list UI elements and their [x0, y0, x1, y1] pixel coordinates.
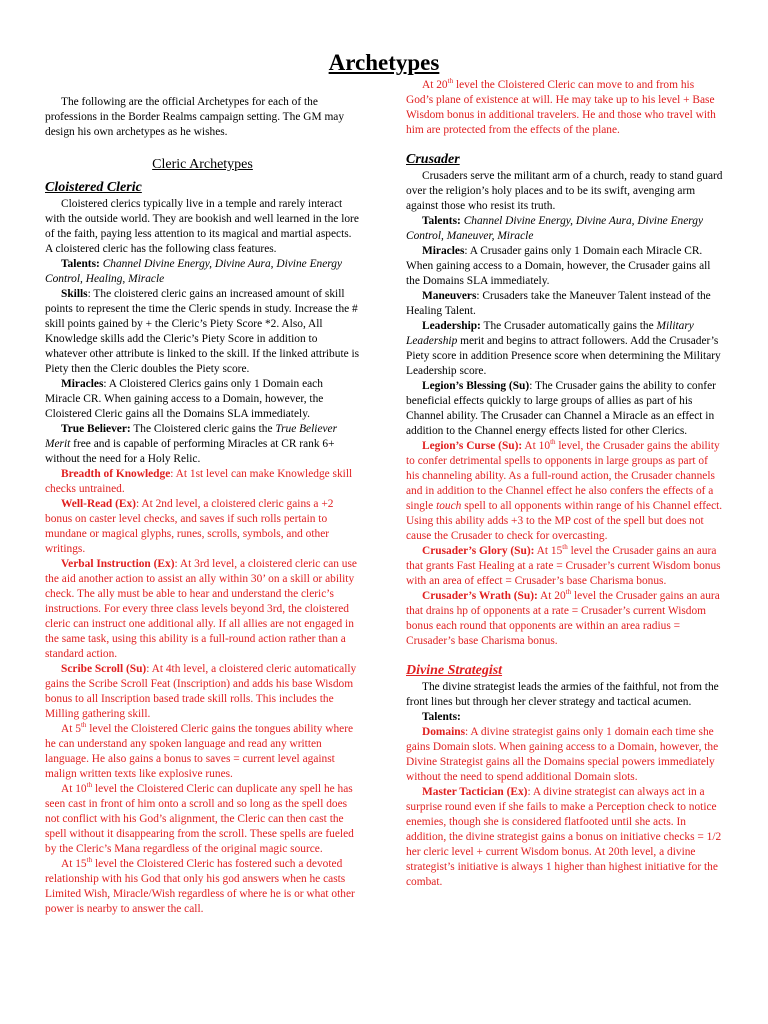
- crusader-miracles: Miracles: A Crusader gains only 1 Domain each Miracle CR. When gaining access to a Domain, however, the Crusader gains all the Domains SLA immediately.: [406, 245, 711, 287]
- cleric-archetypes-heading: Cleric Archetypes: [152, 157, 253, 172]
- cloistered-description: Cloistered clerics typically live in a temple and rarely interact with the outside world. They are bookish and well learned in the lore of the faith, paying less attention to its magical and martial aspects. A cloistered cleric has the following class features.: [45, 198, 359, 255]
- cloistered-level-10: At 10th level the Cloistered Cleric can duplicate any spell he has seen cast in front of him onto a scroll and so long as the spell does not conflict with his God’s alignment, the Cleric can then cast the spell without it disappearing from the scroll. These spells are fueled by the Cleric’s Mana regardless of the original magic source.: [45, 781, 354, 855]
- crusader-wrath: Crusader’s Wrath (Su): At 20th level the Crusader gains an aura that drains hp of opponents at a rate = Crusader’s current Wisdom bonus each round that opponents are within an area radius = Crusader’s base Charisma bonus.: [406, 588, 720, 647]
- crusader-talents: Talents: Channel Divine Energy, Divine Aura, Divine Energy Control, Maneuver, Miracle: [406, 215, 704, 242]
- cloistered-cleric-heading: Cloistered Cleric: [45, 180, 142, 195]
- cloistered-verbal-instruction: Verbal Instruction (Ex): At 3rd level, a cloistered cleric can use the aid another action to assist an ally within 30’ on a skill or ability check. The ally must be able to hear and understand the cleric’s instructions. For every three class levels beyond 3rd, the cloistered cleric can instruct one additional ally. If all allies are not engaged in the same task, using this ability is a full-round action rather than a standard action.: [45, 558, 357, 660]
- strategist-description: The divine strategist leads the armies of the faithful, not from the front lines but through her clever strategy and tactical acumen.: [406, 681, 719, 708]
- strategist-domains: Domains: A divine strategist gains only 1 domain each time she gains Domain slots. When gaining access to a Domain, however, the Divine Strategist gains all the Domains special powers immediately without the need to spend additional Domain slots.: [406, 726, 719, 783]
- crusader-heading: Crusader: [406, 152, 460, 167]
- crusader-maneuvers: Maneuvers: Crusaders take the Maneuver Talent instead of the Healing Talent.: [406, 290, 711, 317]
- cloistered-level-5: At 5th level the Cloistered Cleric gains the tongues ability where he can understand any spoken language and read any written language. He also gains a bonus to saves = current level against malign written texts like explosive runes.: [45, 721, 354, 780]
- strategist-talents: Talents:: [422, 711, 461, 723]
- page-title: Archetypes: [328, 50, 440, 75]
- cloistered-scribe-scroll: Scribe Scroll (Su): At 4th level, a cloistered cleric automatically gains the Scribe Scroll Feat (Inscription) and adds his base Wisdom bonus to all Inscription based trade skill rolls. This includes the Milling gathering skill.: [45, 663, 357, 720]
- cloistered-level-20: At 20th level the Cloistered Cleric can move to and from his God’s plane of existence at will. He may take up to his level + Base Wisdom bonus in additional travelers. He and those who travel with him are protected from the effects of the plane.: [406, 77, 716, 136]
- cloistered-skills: Skills: The cloistered cleric gains an increased amount of skill points to represent the time the Cleric spends in study. Increase the # skill points gained by + the Cleric’s Piety Score *2. Also, All Knowledge skills add the Cleric’s Piety Score in addition to whatever other attribute is linked to the skill. If the linked attribute is Piety then the Cleric doubles the Piety score.: [45, 288, 360, 375]
- left-column: [45, 78, 360, 917]
- cloistered-breadth-of-knowledge: Breadth of Knowledge: At 1st level can make Knowledge skill checks untrained.: [45, 468, 353, 495]
- crusader-legions-blessing: Legion’s Blessing (Su): The Crusader gains the ability to confer beneficial effects quickly to large groups of allies as part of his Channel ability. The Crusader can Channel a Miracle as an effect in addition to the Channel energy effects listed for other Clerics.: [406, 380, 716, 437]
- divine-strategist-heading: Divine Strategist: [406, 663, 503, 678]
- cloistered-well-read: Well-Read (Ex): At 2nd level, a cloistered cleric gains a +2 bonus on caster level checks, and saves if such rolls pertain to mundane or magical glyphs, runes, scrolls, symbols, and other writings.: [45, 498, 334, 555]
- cloistered-true-believer: True Believer: The Cloistered cleric gains the True Believer Merit free and is capable of performing Miracles at CR rank 6+ without the need for a Holy Relic.: [45, 423, 338, 465]
- intro-paragraph: The following are the official Archetypes for each of the professions in the Border Realms campaign setting. The GM may design his own archetypes as he wishes.: [45, 96, 345, 138]
- crusader-leadership: Leadership: The Crusader automatically gains the Military Leadership merit and begins to attract followers. Add the Crusader’s Piety score in addition Presence score when determining the Military Leadership score.: [406, 320, 721, 377]
- cloistered-talents: Talents: Channel Divine Energy, Divine Aura, Divine Energy Control, Healing, Miracle: [45, 258, 343, 285]
- crusader-description: Crusaders serve the militant arm of a church, ready to stand guard over the religion’s holy places and to be its swift, avenging arm against those who resist its truth.: [406, 170, 723, 212]
- cloistered-level-15: At 15th level the Cloistered Cleric has fostered such a devoted relationship with his God that only his god answers when he casts Limited Wish, Miracle/Wish regardless of where he is or what other power is nearby to answer the call.: [45, 856, 355, 915]
- strategist-master-tactician: Master Tactician (Ex): A divine strategist can always act in a surprise round even if she fails to make a Perception check to notice enemies, though she is considered flatfooted until she acts. In addition, the divine strategist gains a bonus on initiative checks = 1/2 her cleric level + current Wisdom bonus. At 20th level, a divine strategist’s initiative is always 1 higher than highest initiative for the combat.: [406, 786, 722, 888]
- crusader-glory: Crusader’s Glory (Su): At 15th level the Crusader gains an aura that grants Fast Healing at a rate = Crusader’s current Wisdom bonus with an area of effect = Crusader’s base Charisma bonus.: [406, 543, 721, 587]
- right-column: [406, 78, 724, 890]
- crusader-legions-curse: Legion’s Curse (Su): At 10th level, the Crusader gains the ability to confer detrimental spells to opponents in large groups as part of his channeling ability. As a full-round action, the Crusader channels and in addition to the Channel effect he also confers the effects of a single touch spell to all opponents within range of his Channel effect. Using this ability adds +3 to the MP cost of the spell but does not cause the Crusader to check for overcasting.: [406, 438, 723, 542]
- cloistered-miracles: Miracles: A Cloistered Clerics gains only 1 Domain each Miracle CR. When gaining access to a Domain, however, the Cloistered Cleric gains all the Domains SLA immediately.: [45, 378, 324, 420]
